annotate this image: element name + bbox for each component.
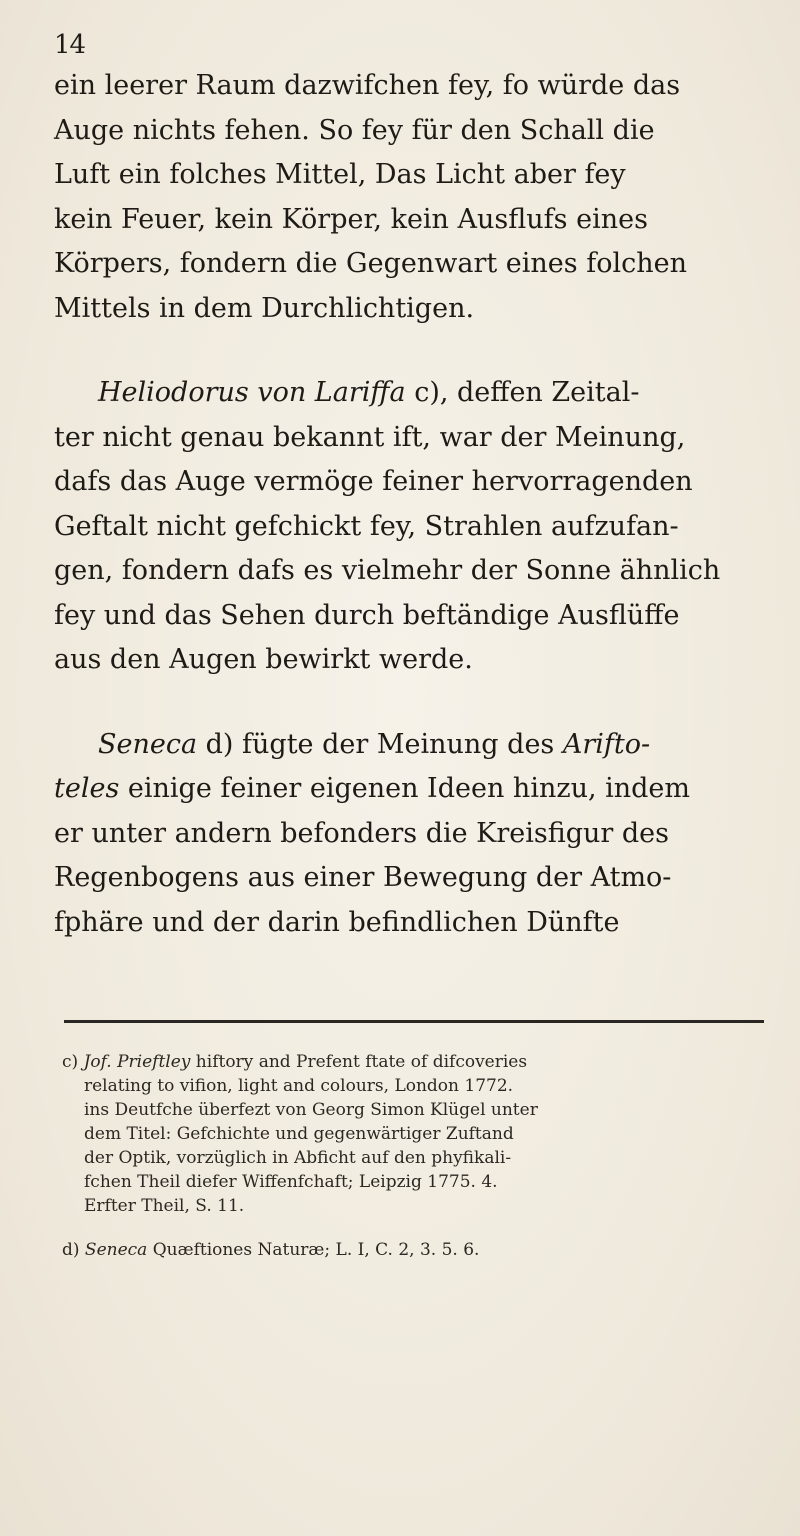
footnote-line: relating to vifion, light and colours, London 1772. xyxy=(84,1076,514,1096)
footnote-c xyxy=(62,1050,762,1218)
text-fragment: c), deffen Zeital- xyxy=(405,377,640,408)
text-line: Regenbogens aus einer Bewegung der Atmo- xyxy=(54,862,672,893)
text-line: Körpers, fondern die Gegenwart eines folchen xyxy=(54,248,687,279)
text-fragment: d) fügte der Meinung des xyxy=(197,728,563,760)
author-name-aristoteles-cont: teles xyxy=(54,773,120,804)
paragraph-1 xyxy=(54,64,762,331)
paragraph-2 xyxy=(54,371,762,683)
text-line xyxy=(54,767,762,812)
paragraph-3 xyxy=(54,723,762,946)
footnote-d xyxy=(62,1238,762,1262)
footnote-line: dem Titel: Gefchichte und gegenwärtiger Zuftand xyxy=(84,1124,514,1144)
footnote-author: Jof. Prieftley xyxy=(83,1052,191,1072)
text-line: aus den Augen bewirkt werde. xyxy=(54,644,473,675)
text-line: Auge nichts fehen. So fey für den Schall die xyxy=(54,114,655,146)
text-fragment: Quæftiones Naturæ; L. I, C. 2, 3. 5. 6. xyxy=(147,1240,480,1260)
text-fragment: hiftory and Prefent ftate of difcoveries xyxy=(190,1052,528,1072)
text-line xyxy=(54,723,762,768)
text-line: dafs das Auge vermöge feiner hervorragenden xyxy=(54,466,693,497)
footnote-author: Seneca xyxy=(84,1240,148,1260)
author-name-aristoteles: Arifto- xyxy=(562,728,651,760)
footnote-line: ins Deutfche überfezt von Georg Simon Klügel unter xyxy=(84,1100,538,1120)
page-number: 14 xyxy=(54,30,86,60)
text-line xyxy=(54,371,762,416)
text-line: fphäre und der darin befindlichen Dünfte xyxy=(54,906,620,938)
footnotes xyxy=(62,1050,762,1262)
footnote-line xyxy=(62,1238,762,1262)
author-name-heliodorus: Heliodorus von Lariffa xyxy=(98,377,406,408)
footnote-line: der Optik, vorzüglich in Abficht auf den phyfikali- xyxy=(84,1148,512,1168)
text-line: Geftalt nicht gefchickt fey, Strahlen aufzufan- xyxy=(54,510,679,542)
footnote-line: Erfter Theil, S. 11. xyxy=(84,1196,245,1216)
text-line: gen, fondern dafs es vielmehr der Sonne ähnlich xyxy=(54,555,721,586)
footnote-line xyxy=(62,1050,762,1074)
author-name-seneca: Seneca xyxy=(98,728,198,760)
text-fragment: einige feiner eigenen Ideen hinzu, indem xyxy=(119,773,691,804)
text-line: ein leerer Raum dazwifchen fey, fo würde das xyxy=(54,70,681,101)
text-line: kein Feuer, kein Körper, kein Ausflufs eines xyxy=(54,203,648,235)
body-text xyxy=(54,64,762,945)
text-line: fey und das Sehen durch beftändige Ausflüffe xyxy=(54,599,680,631)
text-line: Mittels in dem Durchlichtigen. xyxy=(54,292,475,324)
footnote-rule xyxy=(64,1020,764,1023)
footnote-marker: d) xyxy=(62,1240,80,1260)
footnote-marker: c) xyxy=(62,1052,79,1072)
footnote-line: fchen Theil diefer Wiffenfchaft; Leipzig 1775. 4. xyxy=(84,1172,498,1192)
text-line: er unter andern befonders die Kreisfigur des xyxy=(54,817,670,849)
text-line: Luft ein folches Mittel, Das Licht aber fey xyxy=(54,159,626,190)
text-line: ter nicht genau bekannt ift, war der Meinung, xyxy=(54,421,686,453)
